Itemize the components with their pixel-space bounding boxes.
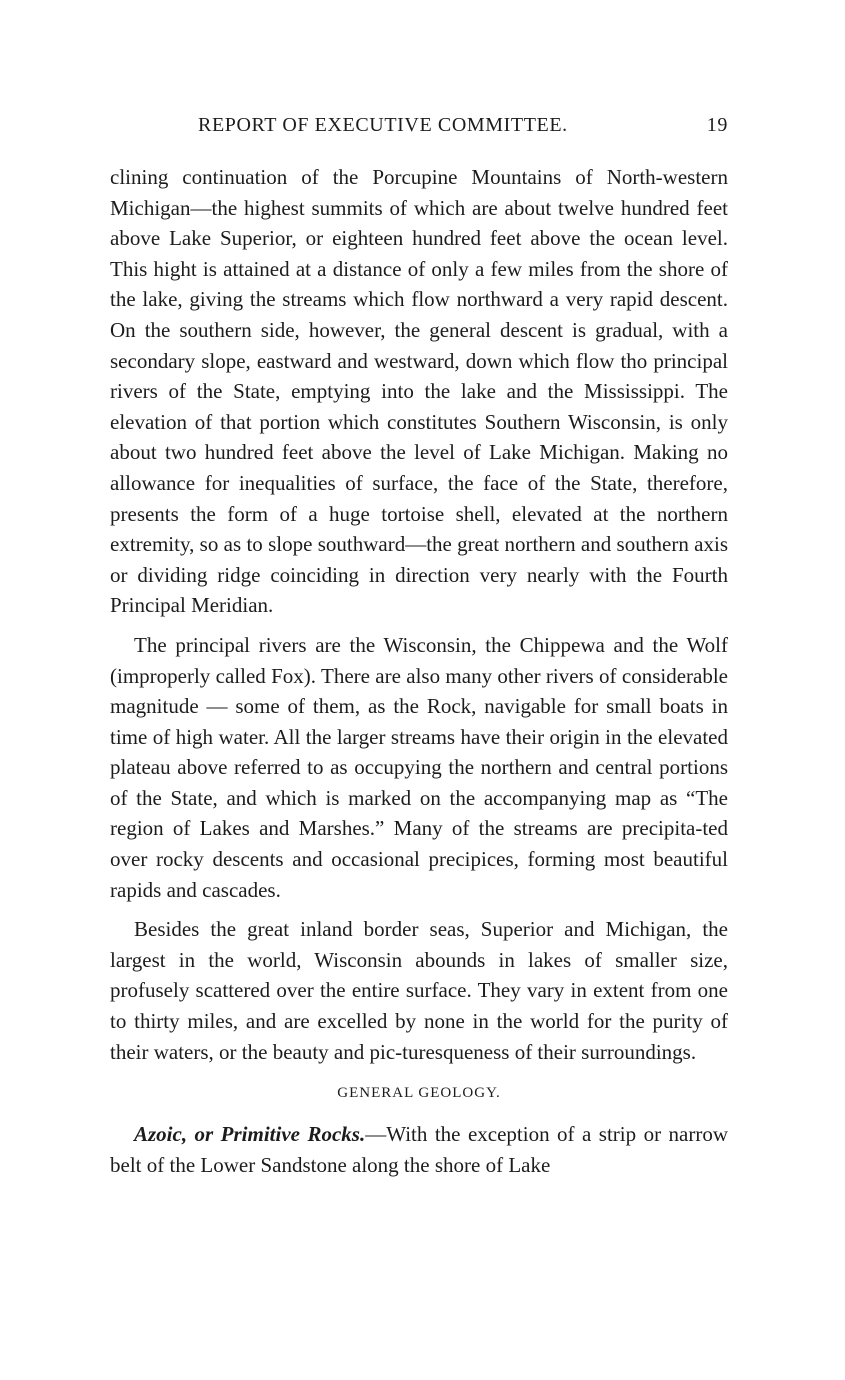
paragraph-lakes: Besides the great inland border seas, Superior and Michigan, the largest in the world, Wisconsin abounds in lakes of smaller size, profusely scattered over the entire surface. They vary in extent from one to thirty miles, and are excelled by none in the world for the purity of their waters, or the beauty and pic-turesqueness of their surroundings.	[110, 917, 728, 1064]
paragraph-rivers: The principal rivers are the Wisconsin, the Chippewa and the Wolf (improperly called Fox). There are also many other rivers of considerable magnitude — some of them, as the Rock, navigable for small boats in time of high water. All the larger streams have their origin in the elevated plateau above referred to as occupying the northern and central portions of the State, and which is marked on the accompanying map as “The region of Lakes and Marshes.” Many of the streams are precipita-ted over rocky descents and occasional precipices, forming most beautiful rapids and cascades.	[110, 632, 728, 902]
run-in-heading: Azoic, or Primitive Rocks.	[134, 1122, 366, 1147]
page-number: 19	[706, 114, 728, 136]
section-heading: GENERAL GEOLOGY.	[337, 1085, 501, 1102]
book-page	[110, 114, 728, 1180]
running-head	[110, 114, 728, 144]
paragraph-azoic	[110, 1119, 728, 1180]
paragraph-continuation: clining continuation of the Porcupine Mountains of North-western Michigan—the highest summits of which are about twelve hundred feet above Lake Superior, or eighteen hundred feet above the ocean level. This hight is attained at a distance of only a few miles from the shore of the lake, giving the streams which flow northward a very rapid descent. On the southern side, however, the general descent is gradual, with a secondary slope, eastward and westward, down which flow tho principal rivers of the State, emptying into the lake and the Mississippi. The elevation of that portion which constitutes Southern Wisconsin, is only about two hundred feet above the level of Lake Michigan. Making no allowance for inequalities of surface, the face of the State, therefore, presents the form of a huge tortoise shell, elevated at the northern extremity, so as to slope southward—the great northern and southern axis or dividing ridge coinciding in direction very nearly with the Fourth Principal Meridian.	[110, 165, 728, 618]
running-title: REPORT OF EXECUTIVE COMMITTEE.	[198, 114, 568, 136]
paragraph-azoic-text: —With the exception of a strip or narrow belt of the Lower Sandstone along the shore of Lake	[110, 1122, 728, 1177]
